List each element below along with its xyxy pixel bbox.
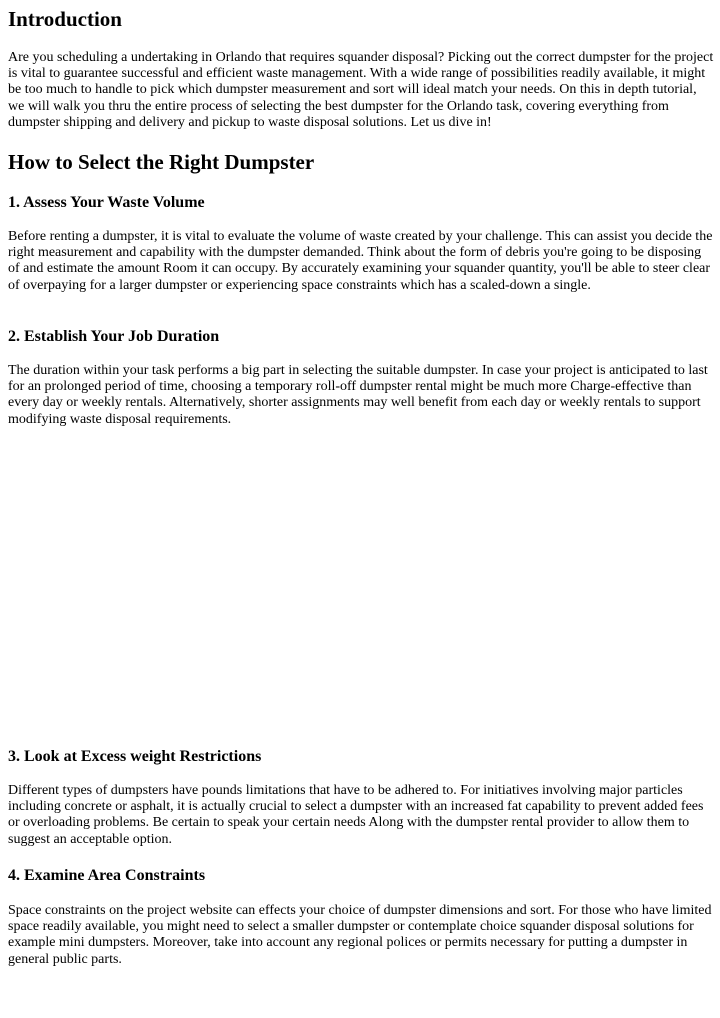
section-heading-weight-restrictions: 3. Look at Excess weight Restrictions <box>8 748 262 765</box>
intro-paragraph: Are you scheduling a undertaking in Orlando that requires squander disposal? Picking out the correct dumpster for the project is vital to guarantee successful and efficient waste management. With a wide range of possibilities readily available, it might be too much to handle to pick which dumpster measurement and sort will ideal match your needs. On this in depth tutorial, we will walk you thru the entire process of selecting the best dumpster for the Orlando task, covering everything from dumpster shipping and delivery and pickup to waste disposal solutions. Let us dive in! <box>8 50 714 130</box>
section-heading-job-duration: 2. Establish Your Job Duration <box>8 328 220 345</box>
section-text-weight-restrictions: Different types of dumpsters have pounds limitations that have to be adhered to. For initiatives involving major particles including concrete or asphalt, it is actually crucial to select a dumpster with an increased fat capability to prevent added fees or overloading problems. Be certain to speak your certain needs Along with the dumpster rental provider to allow them to suggest an acceptable option. <box>8 783 704 847</box>
blank-content-area <box>8 440 714 740</box>
section-text-waste-volume: Before renting a dumpster, it is vital to evaluate the volume of waste created by your challenge. This can assist you decide the right measurement and capability with the dumpster demanded. Think about the form of debris you're going to be disposing of and estimate the amount Room it can occupy. By accurately examining your squander quantity, you'll be able to steer clear of overpaying for a larger dumpster or experiencing space constraints which has a scaled-down a single. <box>8 229 713 293</box>
select-dumpster-heading: How to Select the Right Dumpster <box>8 150 315 174</box>
section-text-area-constraints: Space constraints on the project website can effects your choice of dumpster dimensions and sort. For those who have limited space readily available, you might need to select a smaller dumpster or contemplate choice squander disposal solutions for example mini dumpsters. Moreover, take into account any regional polices or permits necessary for putting a dumpster in general public parts. <box>8 903 712 967</box>
section-text-job-duration: The duration within your task performs a big part in selecting the suitable dumpster. In case your project is anticipated to last for an prolonged period of time, choosing a temporary roll-off dumpster rental might be much more Charge-effective than every day or weekly rentals. Alternatively, shorter assignments may well benefit from each day or weekly rentals to support modifying waste disposal requirements. <box>8 363 708 427</box>
section-heading-area-constraints: 4. Examine Area Constraints <box>8 867 206 884</box>
intro-heading: Introduction <box>8 7 122 31</box>
section-heading-waste-volume: 1. Assess Your Waste Volume <box>8 194 205 211</box>
